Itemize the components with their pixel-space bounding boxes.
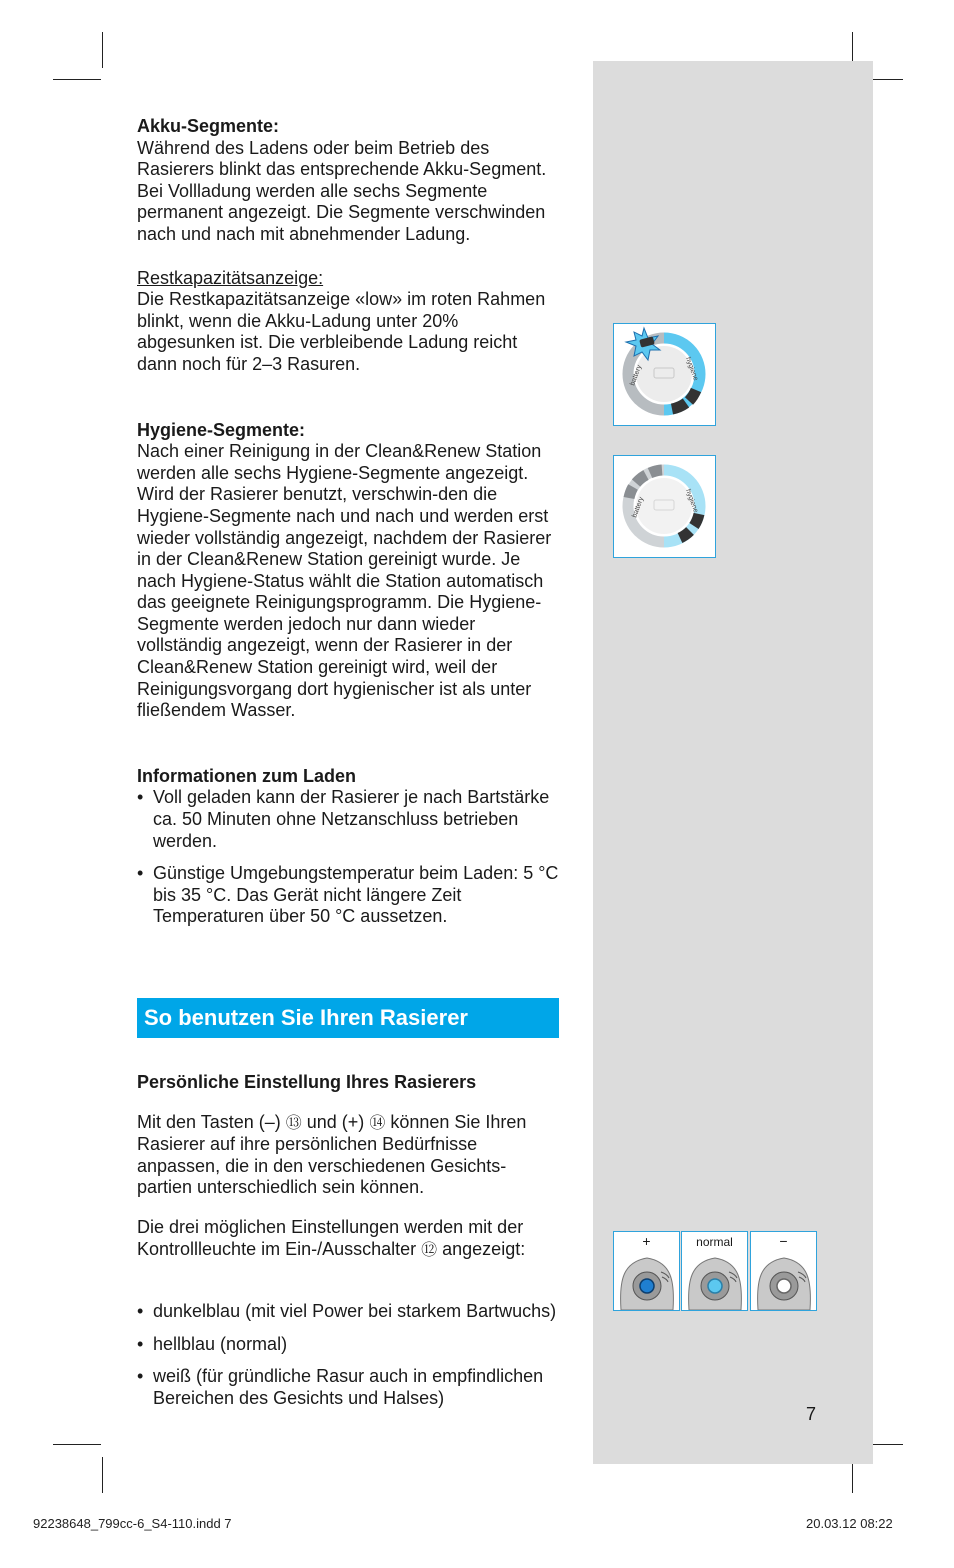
list-item: • dunkelblau (mit viel Power bei starkem Bartwuchs)	[137, 1301, 559, 1323]
shaver-dark-blue-icon	[615, 1250, 679, 1310]
battery-gauge-icon	[614, 324, 714, 424]
einstellung-para-2: Die drei möglichen Einstellungen werden mit der Kontrollleuchte im Ein-/Ausschalter ⑫ angezeigt:	[137, 1216, 526, 1259]
battery-label: battery	[631, 496, 646, 519]
mode-normal-cell	[681, 1231, 748, 1311]
list-item: • Günstige Umgebungstemperatur beim Laden: 5 °C bis 35 °C. Das Gerät nicht längere Zeit Temperaturen über 50 °C aussetzen.	[137, 863, 559, 927]
mode-bullet-white: weiß (für gründliche Rasur auch in empfindlichen Bereichen des Gesichts und Halses)	[153, 1366, 544, 1408]
crop-mark	[102, 1457, 103, 1493]
akku-body: Während des Ladens oder beim Betrieb des Rasierers blinkt das entsprechende Akku-Segment. Bei Vollladung werden alle sechs Segmente permanent angezeigt. Die Segmente verschwinden nach und nach mit abnehmender Ladung.	[137, 137, 547, 244]
shaver-light-blue-icon	[683, 1250, 747, 1310]
list-item: • weiß (für gründliche Rasur auch in empfindlichen Bereichen des Gesichts und Halses)	[137, 1366, 559, 1409]
section-heading: So benutzen Sie Ihren Rasierer	[137, 998, 559, 1038]
battery-indicator-figure-1	[613, 323, 716, 426]
einstellung-heading: Persönliche Einstellung Ihres Rasierers	[137, 1072, 477, 1092]
hygiene-heading: Hygiene-Segmente:	[137, 419, 306, 440]
main-text-column	[137, 116, 559, 928]
mode-plus-cell	[613, 1231, 680, 1311]
mode-settings-figure	[613, 1231, 818, 1311]
akku-heading: Akku-Segmente:	[137, 116, 280, 136]
crop-mark	[53, 79, 101, 80]
mode-bullet-light: hellblau (normal)	[153, 1333, 288, 1354]
page-number: 7	[806, 1404, 817, 1424]
footer-date-time: 20.03.12 08:22	[806, 1516, 893, 1531]
battery-label: battery	[629, 364, 644, 387]
hygiene-label: hygiene	[684, 488, 700, 514]
footer-file-info: 92238648_799cc-6_S4-110.indd 7	[33, 1516, 232, 1531]
list-item: • hellblau (normal)	[137, 1334, 559, 1356]
ref-13: ⑬	[285, 1114, 302, 1132]
shaver-white-icon	[752, 1250, 816, 1310]
hygiene-label: hygiene	[684, 356, 700, 382]
rest-body: Die Restkapazitätsanzeige «low» im roten Rahmen blinkt, wenn die Akku-Ladung unter 20% abgesunken ist. Die verbleibende Ladung reicht dann noch für 2–3 Rasuren.	[137, 289, 546, 374]
hygiene-gauge-icon	[614, 456, 714, 556]
ref-14: ⑭	[369, 1114, 386, 1132]
crop-mark	[102, 32, 103, 68]
laden-bullet-1: Voll geladen kann der Rasierer je nach Bartstärke ca. 50 Minuten ohne Netzanschluss betrieben werden.	[153, 787, 550, 851]
ref-12: ⑫	[421, 1241, 438, 1259]
mode-plus-label: +	[642, 1233, 651, 1249]
einstellung-para-1: Mit den Tasten (–) ⑬ und (+) ⑭ können Sie Ihren Rasierer auf ihre persönlichen Bedürfnisse anpassen, die in den verschiedenen Gesichts-partien unterschiedlich sein können.	[137, 1111, 527, 1198]
rest-heading: Restkapazitätsanzeige:	[137, 267, 324, 288]
hygiene-indicator-figure-2	[613, 455, 716, 558]
crop-mark	[53, 1444, 101, 1445]
einstellung-column	[137, 1054, 559, 1410]
laden-heading: Informationen zum Laden	[137, 765, 357, 786]
laden-bullet-2: Günstige Umgebungstemperatur beim Laden: 5 °C bis 35 °C. Das Gerät nicht längere Zeit Temperaturen über 50 °C aussetzen.	[153, 863, 559, 927]
hygiene-body: Nach einer Reinigung in der Clean&Renew Station werden alle sechs Hygiene-Segmente angezeigt. Wird der Rasierer benutzt, verschwin-den die Hygiene-Segmente nach und nach und werden erst wieder vollständig angezeigt, nachdem der Rasierer in der Clean&Renew Station gereinigt wurde. Je nach Hygiene-Status wählt die Station automatisch das geeignete Reinigungsprogramm. Die Hygiene-Segmente werden jedoch nur dann wieder vollständig angezeigt, wenn der Rasierer in der Clean&Renew Station gereinigt wird, weil der Reinigungsvorgang dort hygienischer ist als unter fließendem Wasser.	[137, 441, 552, 721]
list-item: • Voll geladen kann der Rasierer je nach Bartstärke ca. 50 Minuten ohne Netzanschluss betrieben werden.	[137, 787, 559, 852]
mode-bullet-dark: dunkelblau (mit viel Power bei starkem Bartwuchs)	[153, 1301, 557, 1322]
mode-minus-label: −	[779, 1233, 788, 1249]
mode-minus-cell	[750, 1231, 817, 1311]
mode-normal-label: normal	[696, 1235, 733, 1249]
